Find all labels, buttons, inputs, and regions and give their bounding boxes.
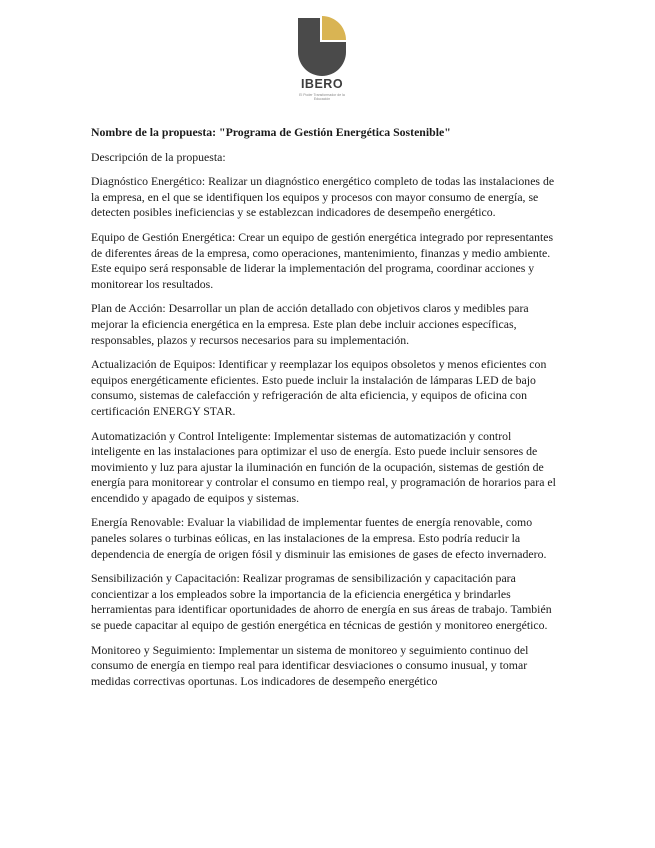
proposal-description-label: Descripción de la propuesta: — [91, 149, 226, 164]
document-body — [91, 125, 563, 698]
paragraph-sensibilizacion: Sensibilización y Capacitación: Realizar programas de sensibilización y capacitación para concientizar a los empleados sobre la importancia de la eficiencia energética y brindarles herramientas para identificar oportunidades de ahorro de energía en sus áreas de trabajo. También se puede capacitar al equipo de gestión energética en técnicas de gestión y monitoreo energético. — [91, 571, 552, 633]
paragraph-actualizacion-equipos: Actualización de Equipos: Identificar y reemplazar los equipos obsoletos y menos eficientes con equipos energéticamente eficientes. Esto puede incluir la instalación de lámparas LED de bajo consumo, sistemas de calefacción y refrigeración de alta eficiencia, y equipos de oficina con certificación ENERGY STAR. — [91, 357, 547, 418]
paragraph-equipo-gestion: Equipo de Gestión Energética: Crear un equipo de gestión energética integrado por representantes de diferentes áreas de la empresa, como operaciones, mantenimiento, finanzas y medio ambiente. Este equipo será responsable de liderar la implementación del programa, coordinar acciones y monitorear los resultados. — [91, 229, 554, 291]
paragraph-monitoreo: Monitoreo y Seguimiento: Implementar un sistema de monitoreo y seguimiento continuo del consumo de energía en tiempo real para identificar desviaciones o consumo inusual, y tomar medidas correctivas oportunas. Los indicadores de desempeño energético — [91, 642, 529, 688]
paragraph-diagnostico: Diagnóstico Energético: Realizar un diagnóstico energético completo de todas las instalaciones de la empresa, en el que se identifiquen los equipos y procesos con mayor consumo de energía, se detecten posibles ineficiencias y se establezcan indicadores de desempeño energético. — [91, 174, 555, 220]
proposal-title: Nombre de la propuesta: "Programa de Gestión Energética Sostenible" — [91, 125, 451, 139]
paragraph-energia-renovable: Energía Renovable: Evaluar la viabilidad de implementar fuentes de energía renovable, como paneles solares o turbinas eólicas, en las instalaciones de la empresa. Esto podría reducir la dependencia de energía de origen fósil y disminuir las emisiones de gases de efecto invernadero. — [91, 515, 547, 561]
paragraph-plan-accion: Plan de Acción: Desarrollar un plan de acción detallado con objetivos claros y medibles para mejorar la eficiencia energética en la empresa. Este plan debe incluir acciones específicas, responsables, plazos y recursos necesarios para su implementación. — [91, 301, 529, 347]
paragraph-automatizacion: Automatización y Control Inteligente: Implementar sistemas de automatización y control inteligente en las instalaciones para optimizar el uso de energía. Esto puede incluir sensores de movimiento y luz para ajustar la iluminación en función de la ocupación, sistemas de gestión de energía para monitorear y controlar el consumo en tiempo real, y programación de horarios para el encendido y apagado de equipos y sistemas. — [91, 428, 556, 505]
logo-tagline: El Poder Transformador de la Educación — [299, 93, 345, 101]
logo-wordmark: IBERO — [300, 77, 344, 91]
logo-gold-shape — [322, 16, 346, 40]
